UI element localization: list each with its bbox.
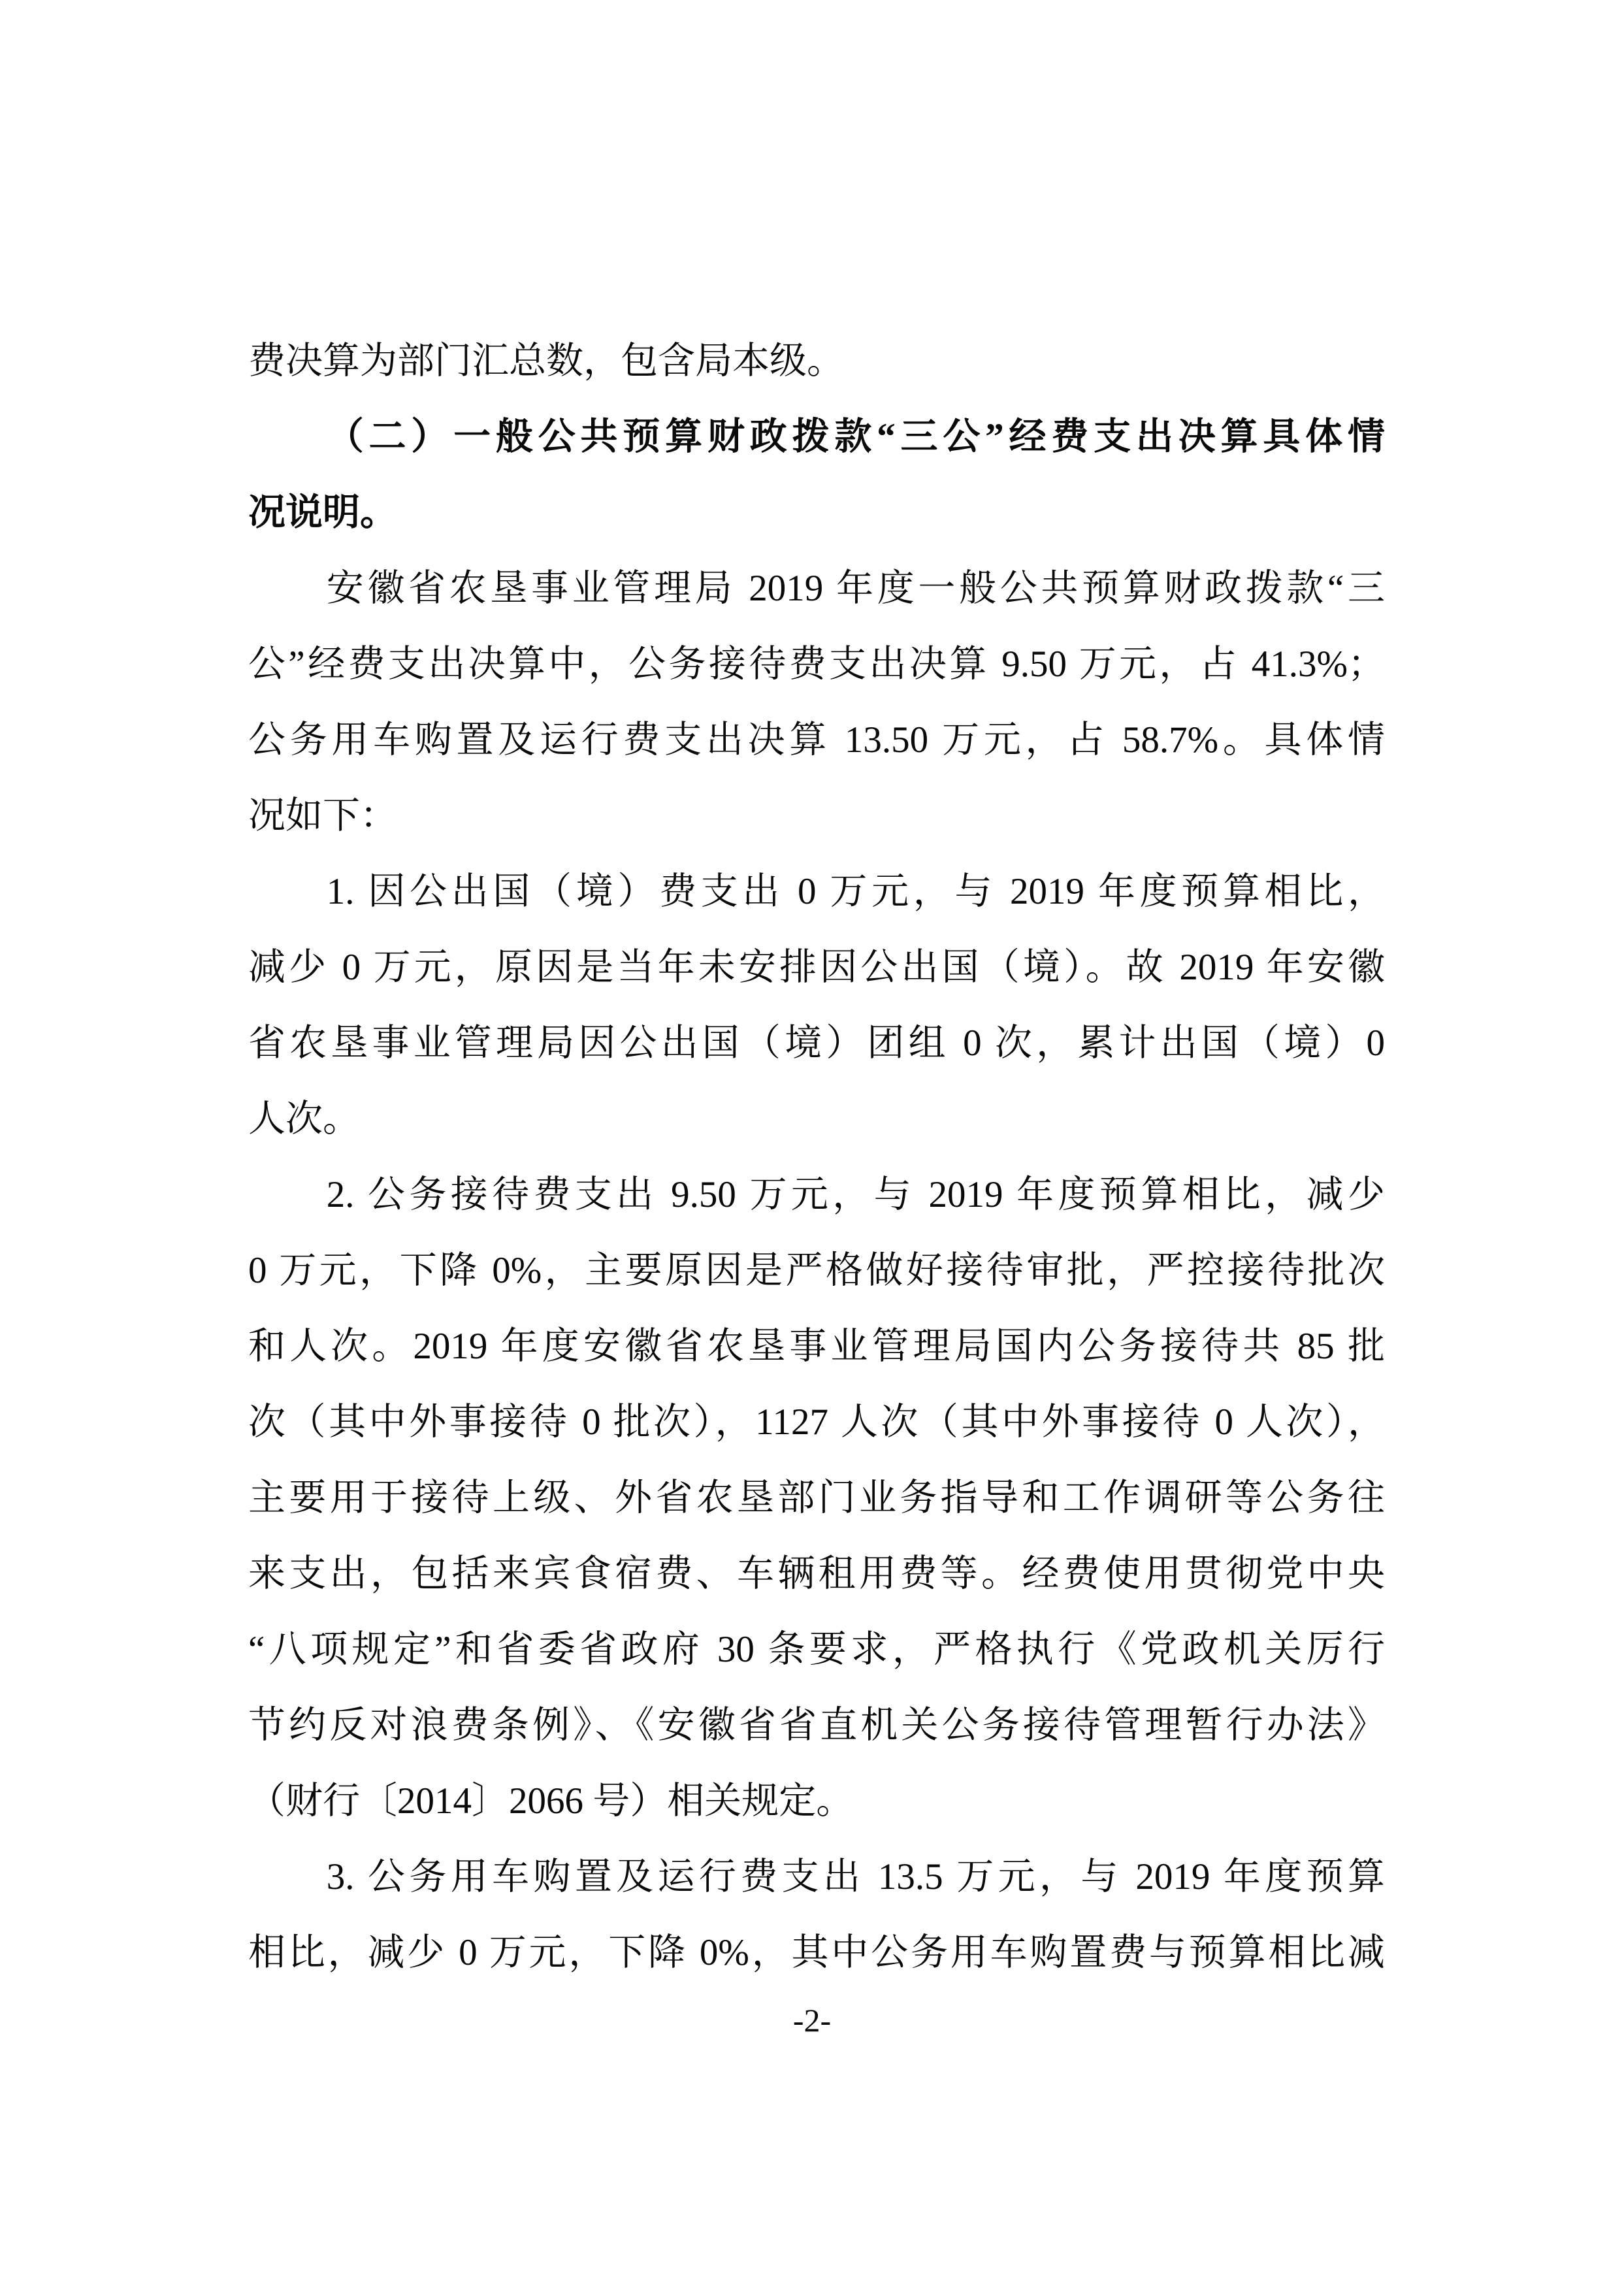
text-line: 省农垦事业管理局因公出国（境）团组 0 次，累计出国（境）0 [248,1023,1385,1064]
text-line: 主要用于接待上级、外省农垦部门业务指导和工作调研等公务往 [248,1477,1385,1518]
text-line: 减少 0 万元，原因是当年未安排因公出国（境）。故 2019 年安徽 [248,947,1385,988]
text-line: 费决算为部门汇总数，包含局本级。 [248,340,844,382]
text-line: 1. 因公出国（境）费支出 0 万元，与 2019 年度预算相比， [326,871,1385,912]
page-number: -2- [792,2002,832,2039]
text-line: 相比，减少 0 万元，下降 0%，其中公务用车购置费与预算相比减 [248,1932,1385,1973]
document-body [248,323,1385,1991]
text-line: 和人次。2019 年度安徽省农垦事业管理局国内公务接待共 85 批 [248,1326,1385,1367]
text-line: 安徽省农垦事业管理局 2019 年度一般公共预算财政拨款“三 [326,568,1385,609]
text-line: “八项规定”和省委省政府 30 条要求，严格执行《党政机关厉行 [248,1629,1385,1670]
text-line: 人次。 [248,1098,360,1139]
text-line: 0 万元，下降 0%，主要原因是严格做好接待审批，严控接待批次 [248,1250,1385,1291]
text-line: 节约反对浪费条例》、《安徽省省直机关公务接待管理暂行办法》 [248,1705,1385,1746]
text-line: 2. 公务接待费支出 9.50 万元，与 2019 年度预算相比，减少 [326,1174,1385,1215]
text-line: 3. 公务用车购置及运行费支出 13.5 万元，与 2019 年度预算 [326,1856,1385,1897]
text-line: 公”经费支出决算中，公务接待费支出决算 9.50 万元，占 41.3%； [248,644,1385,685]
text-line: 次（其中外事接待 0 批次），1127 人次（其中外事接待 0 人次）， [248,1401,1385,1443]
text-line: （财行〔2014〕2066 号）相关规定。 [248,1780,854,1822]
text-line: 公务用车购置及运行费支出决算 13.50 万元，占 58.7%。具体情 [248,719,1385,761]
section-heading-line: （二）一般公共预算财政拨款“三公”经费支出决算具体情 [326,416,1385,457]
text-line: 况如下： [248,795,397,836]
text-line: 来支出，包括来宾食宿费、车辆租用费等。经费使用贯彻党中央 [248,1553,1385,1594]
section-heading-line: 况说明。 [248,492,397,533]
